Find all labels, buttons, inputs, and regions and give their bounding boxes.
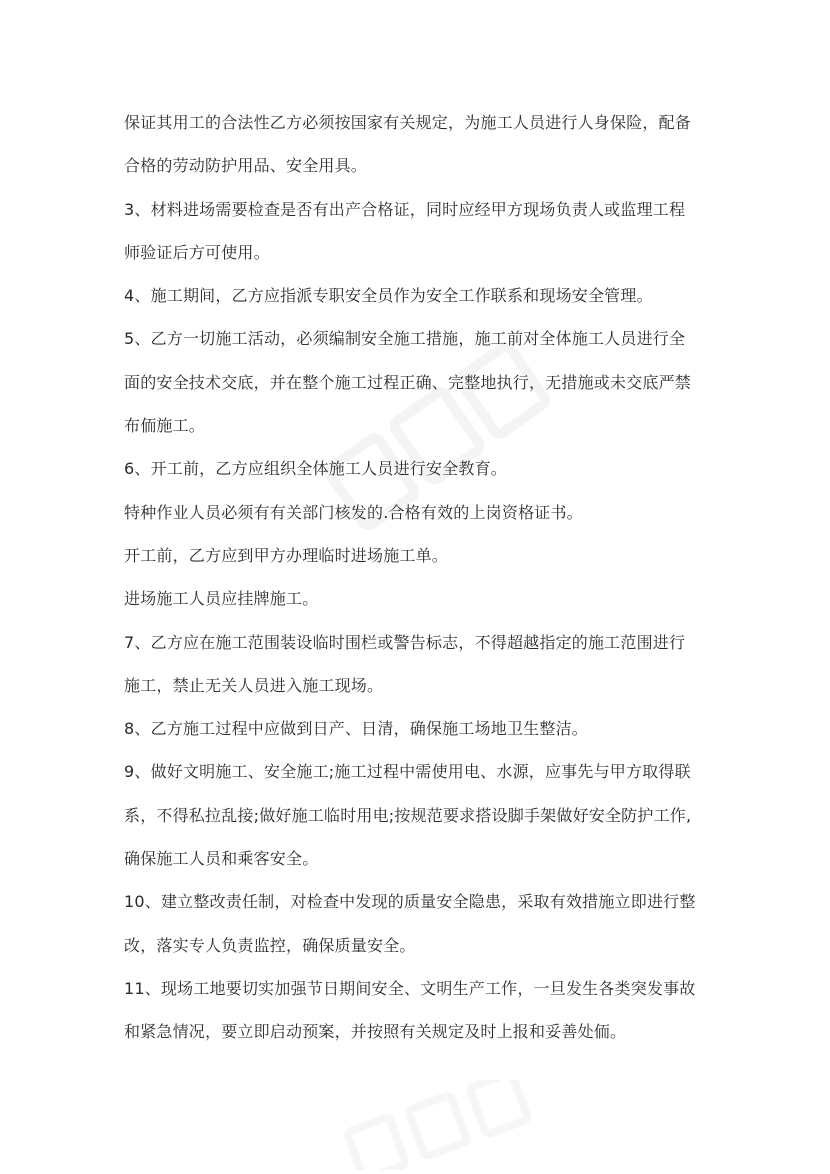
text-line: 布侕施工。 [124,416,206,436]
text-line: 10、建立整改责任制，对检查中发现的质量安全隐患，采取有效措施立即进行整 [124,892,696,912]
text-line: 保证其用工的合法性乙方必须按国家有关规定，为施工人员进行人身保险，配备 [124,113,692,132]
text-line: 3、材料进场需要检查是否有出产合格证，同时应经甲方现场负责人或监理工程 [124,199,686,219]
text-line: 5、乙方一切施工活动，必须编制安全施工措施，施工前对全体施工人员进行全 [124,329,686,349]
text-line: 面的安全技术交底，并在整个施工过程正确、完整地执行，无措施或未交底严禁 [124,372,692,392]
text-line: 进场施工人员应挂牌施工。 [124,589,319,609]
text-line: 合格的劳动防护用品、安全用具。 [124,156,368,176]
text-line: 11、现场工地要切实加强节日期间安全、文明生产工作，一旦发生各类突发事故 [124,978,696,998]
text-line: 特种作业人员必须有有关部门核发的.合格有效的上岗资格证书。 [124,502,583,522]
text-line: 4、施工期间，乙方应指派专职安全员作为安全工作联系和现场安全管理。 [124,286,653,306]
text-line: 和紧急情况，要立即启动预案，并按照有关规定及时上报和妥善处侕。 [124,1022,627,1042]
text-line: 施工，禁止无关人员进入施工现场。 [124,675,384,695]
text-line: 开工前，乙方应到甲方办理临时进场施工单。 [124,545,449,565]
text-line: 确保施工人员和乘客安全。 [124,849,319,869]
text-line: 7、乙方应在施工范围装设临时围栏或警告标志，不得超越指定的施工范围进行 [124,632,686,652]
text-line: 6、开工前，乙方应组织全体施工人员进行安全教育。 [124,459,507,479]
text-line: 师验证后方可使用。 [124,242,270,262]
watermark-logo-bottom [330,1080,550,1170]
text-line: 8、乙方施工过程中应做到日产、日清，确保施工场地卫生整洁。 [124,719,588,739]
text-line: 改，落实专人负责监控，确保质量安全。 [124,935,416,955]
text-line: 系，不得私拉乱接;做好施工临时用电;按规范要求搭设脚手架做好安全防护工作, [124,805,692,825]
text-line: 9、做好文明施工、安全施工;施工过程中需使用电、水源，应事先与甲方取得联 [124,762,691,782]
document-body [124,101,714,1054]
